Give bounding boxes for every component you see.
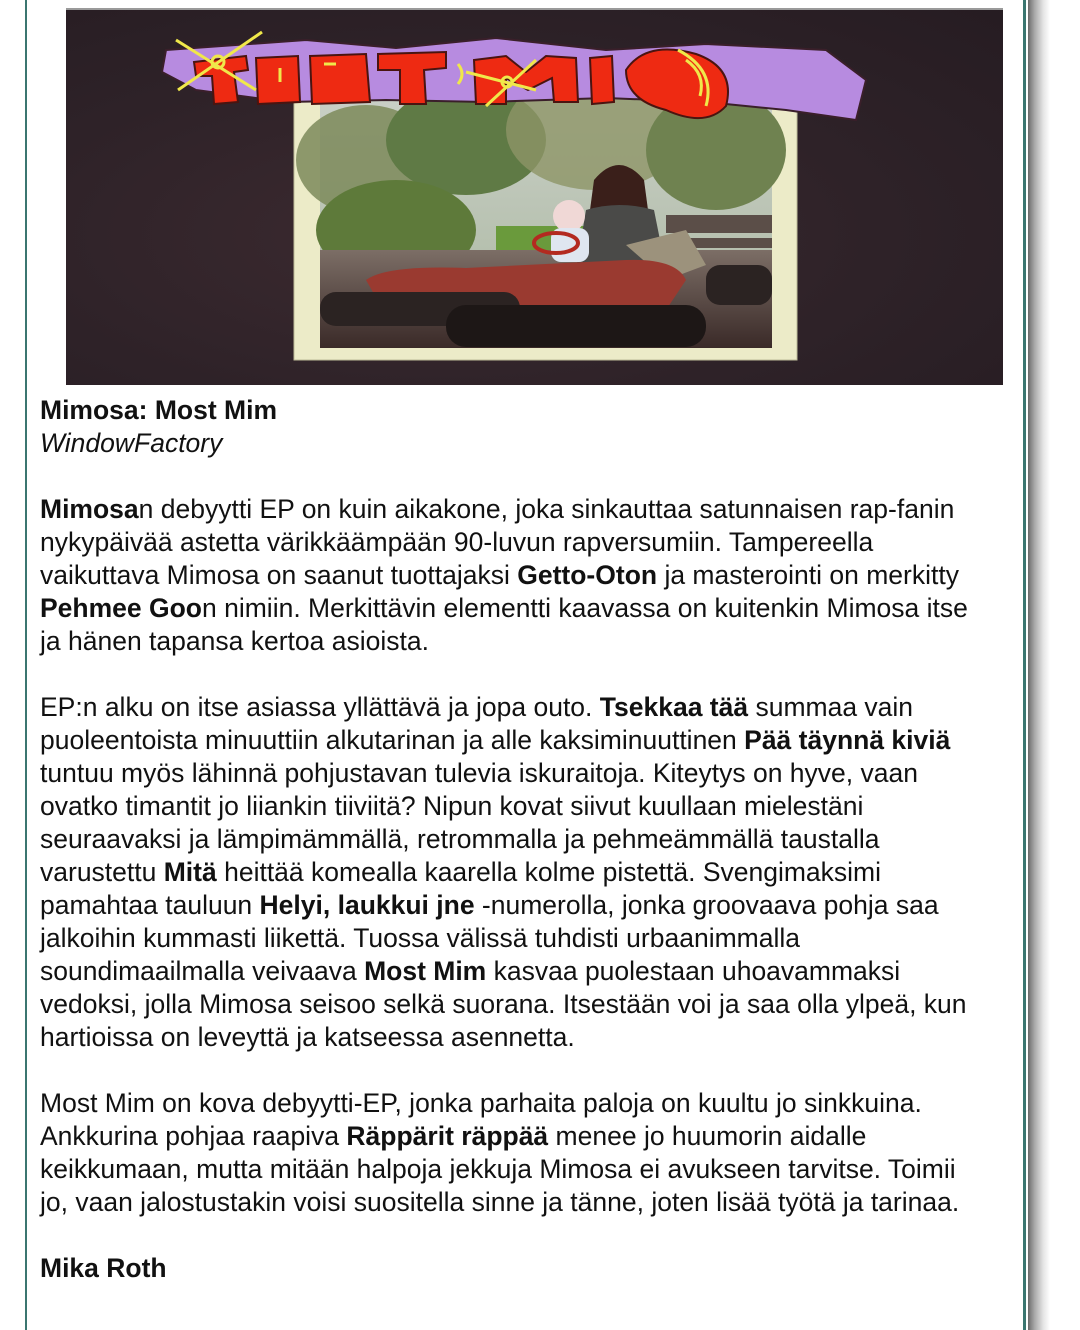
text-segment: nykypäivää astetta värikkäämpään 90-luvun rapversumiin. Tampereella (40, 527, 874, 557)
album-cover-image (66, 8, 1003, 385)
paragraph-line (40, 823, 1010, 856)
review-paragraph (40, 1087, 1010, 1219)
text-segment: seuraavaksi ja lämpimämmällä, retrommalla ja pehmeämmällä taustalla (40, 824, 880, 854)
paragraph-line (40, 757, 1010, 790)
text-segment: ovatko timantit jo liiankin tiiviitä? Nipun kovat siivut kuullaan mielestäni (40, 791, 864, 821)
bold-track-title: Most Mim (364, 956, 487, 986)
paragraph-line (40, 592, 1010, 625)
text-segment: puoleentoista minuuttiin alkutarinan ja alle kaksiminuuttinen (40, 725, 745, 755)
paragraph-line (40, 724, 1010, 757)
paragraph-line (40, 625, 1010, 658)
review-article (40, 394, 1010, 1285)
review-paragraph (40, 493, 1010, 658)
review-body (40, 493, 1010, 1219)
text-segment: vaikuttava Mimosa on saanut tuottajaksi (40, 560, 518, 590)
page-shadow (1028, 0, 1050, 1330)
bold-track-title: Mitä (163, 857, 217, 887)
text-segment: vedoksi, jolla Mimosa seisoo selkä suorana. Itsestään voi ja saa olla ylpeä, kun (40, 989, 967, 1019)
text-segment: varustettu (40, 857, 164, 887)
paragraph-line (40, 922, 1010, 955)
review-author: Mika Roth (40, 1253, 167, 1283)
bold-track-title: Getto-Oton (517, 560, 658, 590)
record-label: WindowFactory (40, 428, 223, 458)
paragraph-line (40, 1021, 1010, 1054)
bold-track-title: Pää täynnä kiviä (744, 725, 951, 755)
review-paragraph (40, 691, 1010, 1054)
text-segment: jo, vaan jalostustakin voisi suositella sinne ja tänne, joten lisää työtä ja tarinaa. (40, 1187, 960, 1217)
text-segment: hartioissa on leveyttä ja katseessa asennetta. (40, 1022, 575, 1052)
paragraph-line (40, 856, 1010, 889)
review-title: Mimosa: Most Mim (40, 395, 278, 425)
text-segment: n debyytti EP on kuin aikakone, joka sinkauttaa satunnaisen rap-fanin (138, 494, 955, 524)
text-segment: EP:n alku on itse asiassa yllättävä ja jopa outo. (40, 692, 600, 722)
text-segment: kasvaa puolestaan uhoavammaksi (486, 956, 901, 986)
text-segment: Most Mim on kova debyytti-EP, jonka parhaita paloja on kuultu jo sinkkuina. (40, 1088, 922, 1118)
bold-track-title: Pehmee Goo (40, 593, 202, 623)
text-segment: ja hänen tapansa kertoa asioista. (40, 626, 429, 656)
paragraph-line (40, 955, 1010, 988)
paragraph-line (40, 559, 1010, 592)
paragraph-line (40, 1153, 1010, 1186)
bold-track-title: Helyi, laukkui jne (259, 890, 475, 920)
paragraph-line (40, 988, 1010, 1021)
paragraph-line (40, 790, 1010, 823)
text-segment: keikkumaan, mutta mitään halpoja jekkuja Mimosa ei avukseen tarvitse. Toimii (40, 1154, 956, 1184)
text-segment: n nimiin. Merkittävin elementti kaavassa on kuitenkin Mimosa itse (202, 593, 968, 623)
text-segment: summaa vain (748, 692, 914, 722)
album-cover-art (66, 10, 1003, 385)
paragraph-line (40, 493, 1010, 526)
paragraph-line (40, 889, 1010, 922)
bold-track-title: Mimosa (40, 494, 139, 524)
text-segment: menee jo huumorin aidalle (548, 1121, 867, 1151)
text-segment: ja masterointi on merkitty (657, 560, 959, 590)
paragraph-line (40, 691, 1010, 724)
text-segment: heittää komealla kaarella kolme pistettä. Svengimaksimi (216, 857, 882, 887)
paragraph-line (40, 1120, 1010, 1153)
bold-track-title: Tsekkaa tää (599, 692, 749, 722)
text-segment: soundimaailmalla veivaava (40, 956, 365, 986)
text-segment: -numerolla, jonka groovaava pohja saa (474, 890, 939, 920)
paragraph-line (40, 1087, 1010, 1120)
paragraph-line (40, 1186, 1010, 1219)
bold-track-title: Räppärit räppää (346, 1121, 549, 1151)
paragraph-line (40, 526, 1010, 559)
text-segment: jalkoihin kummasti liikettä. Tuossa välissä tuhdisti urbaanimmalla (40, 923, 800, 953)
text-segment: Ankkurina pohjaa raapiva (40, 1121, 347, 1151)
text-segment: tuntuu myös lähinnä pohjustavan tulevia iskuraitoja. Kiteytys on hyve, vaan (40, 758, 918, 788)
text-segment: pamahtaa tauluun (40, 890, 260, 920)
